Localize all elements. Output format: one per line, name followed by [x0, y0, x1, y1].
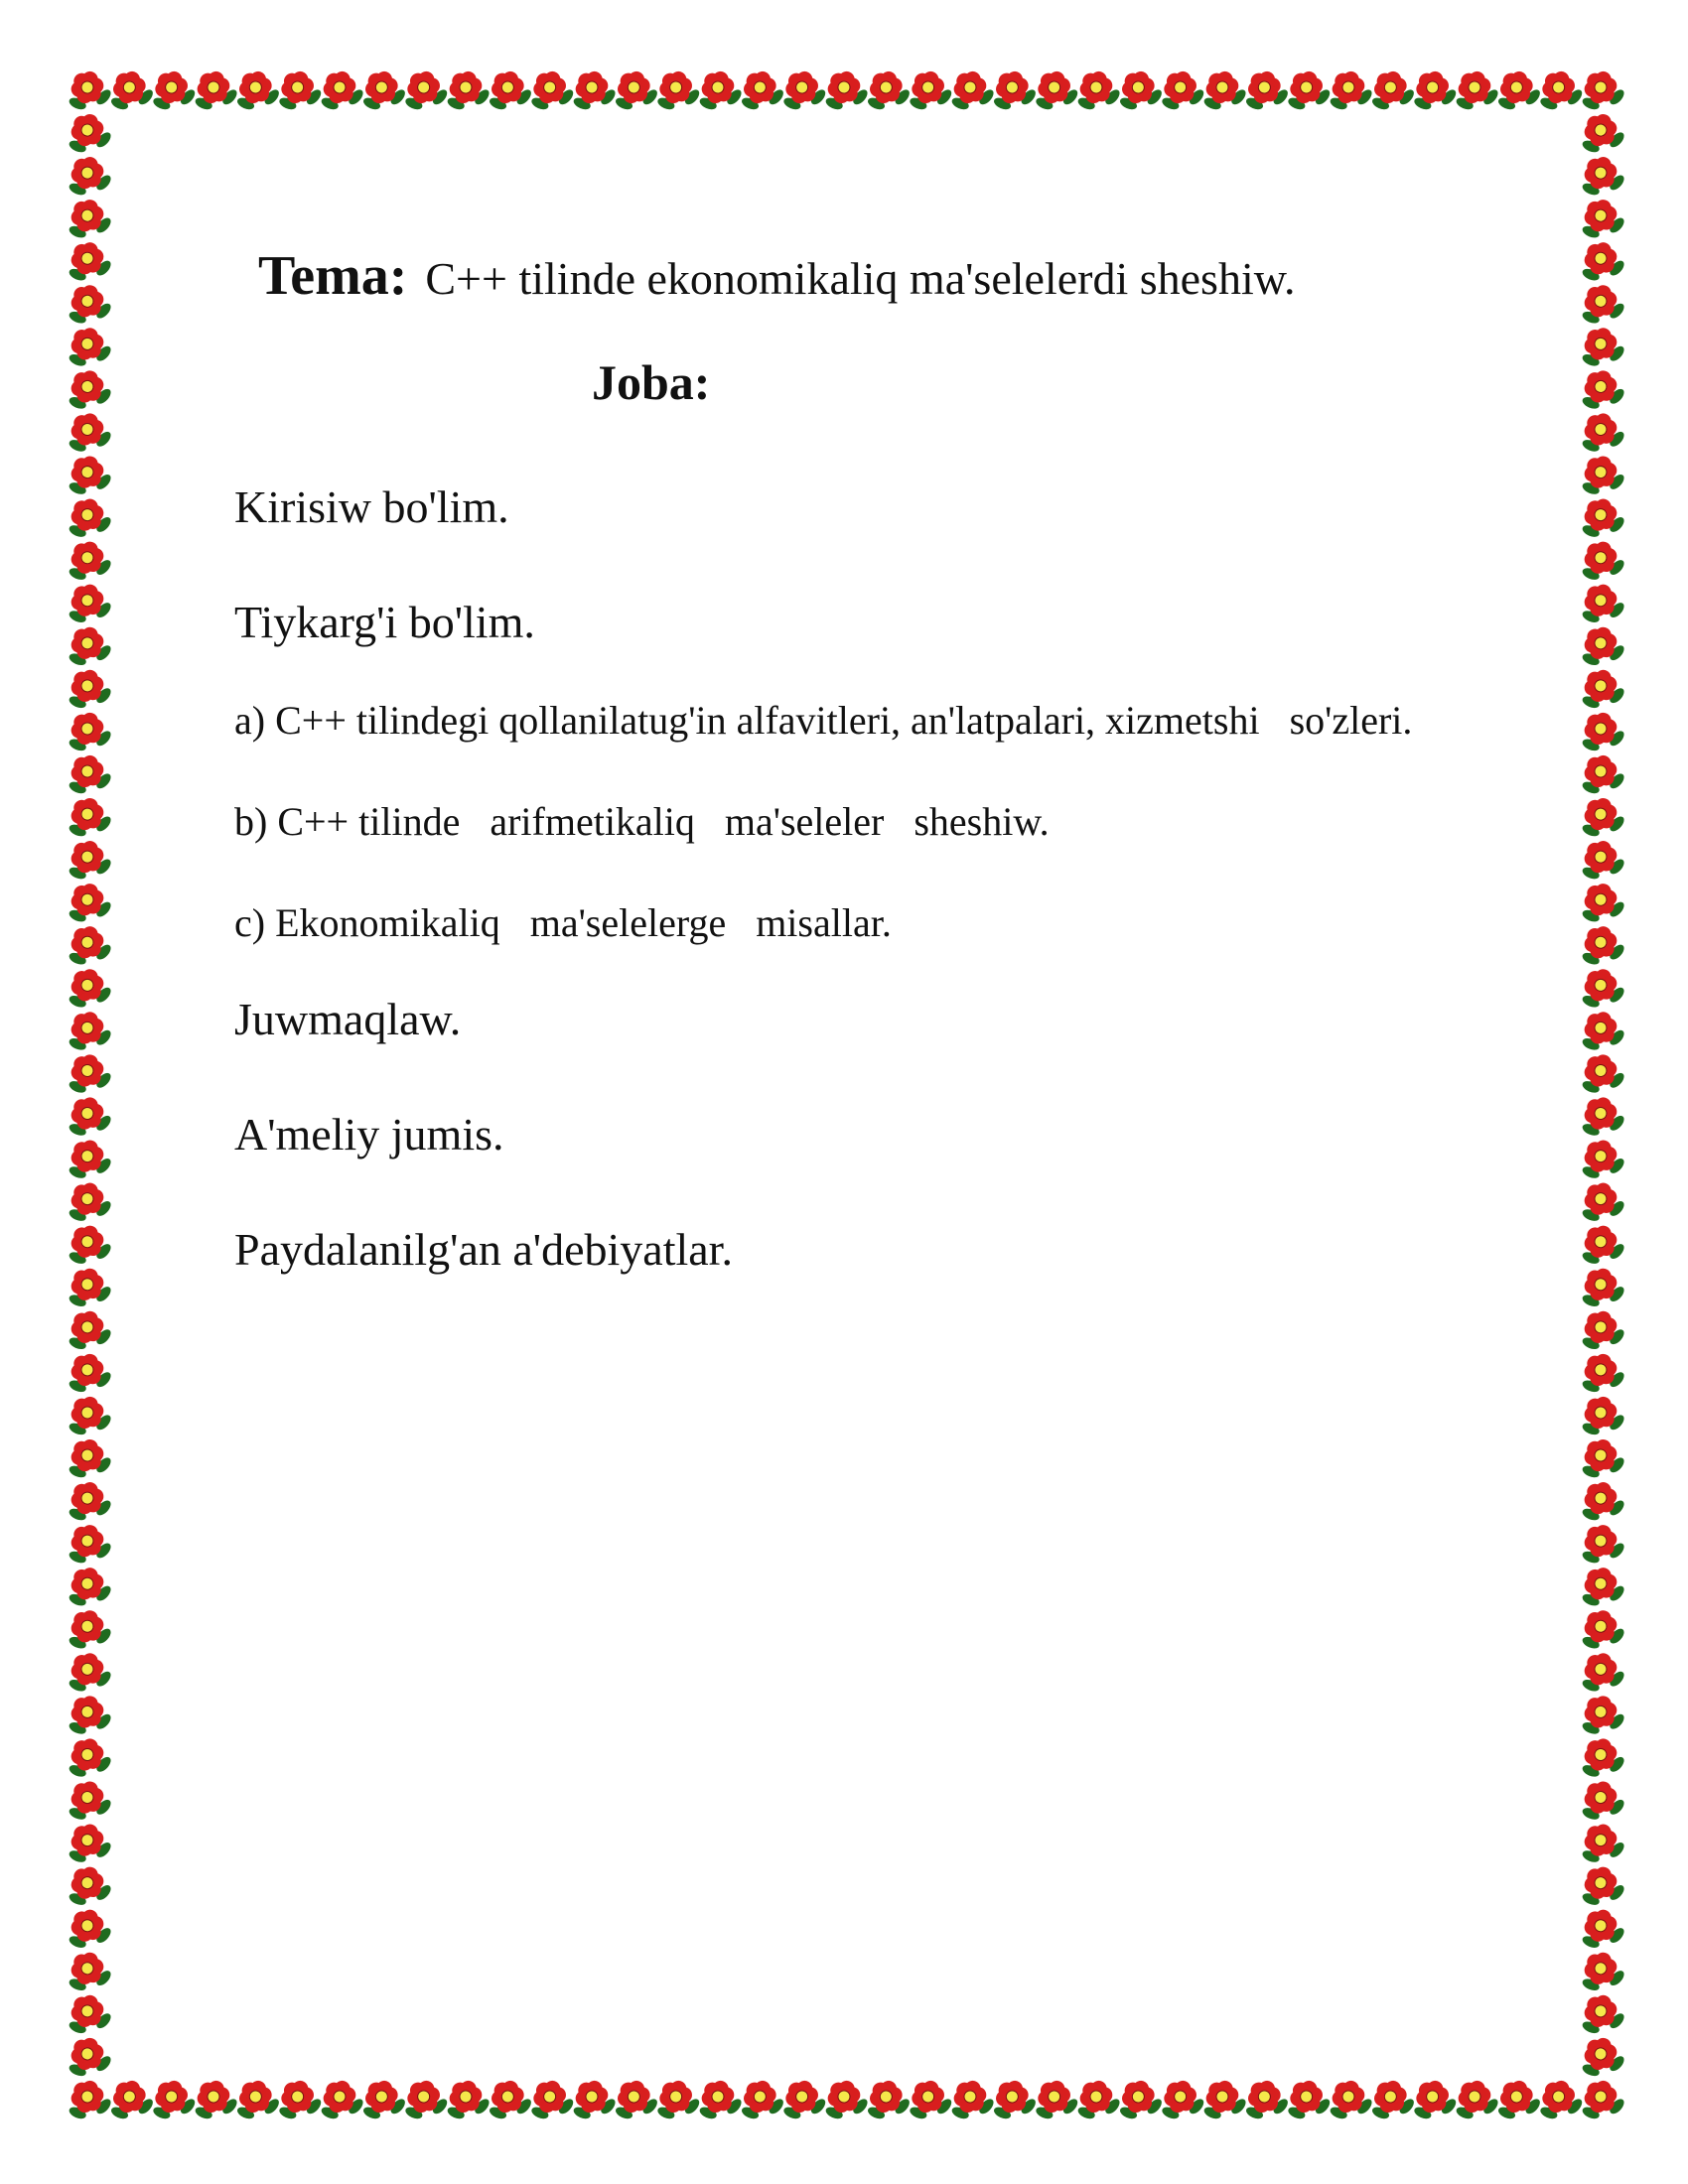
red-flower-icon — [1029, 68, 1082, 115]
red-flower-icon — [103, 68, 157, 115]
red-flower-icon — [62, 1393, 115, 1440]
red-flower-icon — [440, 68, 493, 115]
red-flower-icon — [229, 68, 283, 115]
red-flower-icon — [1407, 68, 1461, 115]
red-flower-icon — [1575, 2034, 1628, 2082]
red-flower-icon — [1112, 2077, 1166, 2124]
red-flower-icon — [62, 324, 115, 371]
red-flower-icon — [62, 1435, 115, 1483]
red-flower-icon — [1575, 196, 1628, 243]
red-flower-icon — [1575, 709, 1628, 756]
red-flower-icon — [1196, 2077, 1250, 2124]
red-flower-icon — [608, 68, 661, 115]
red-flower-icon — [776, 68, 830, 115]
red-flower-icon — [1575, 153, 1628, 201]
red-flower-icon — [1575, 1222, 1628, 1270]
red-flower-icon — [734, 2077, 787, 2124]
red-flower-icon — [1070, 2077, 1124, 2124]
red-flower-icon — [62, 2034, 115, 2082]
red-flower-icon — [1575, 751, 1628, 799]
red-flower-icon — [272, 68, 326, 115]
plan-item: Juwmaqlaw. — [234, 994, 462, 1044]
red-flower-icon — [1490, 2077, 1544, 2124]
red-flower-icon — [1533, 2077, 1587, 2124]
red-flower-icon — [62, 196, 115, 243]
red-flower-icon — [62, 68, 115, 115]
red-flower-icon — [62, 1606, 115, 1654]
red-flower-icon — [314, 68, 367, 115]
red-flower-icon — [482, 2077, 535, 2124]
plan-subitem: b) C++ tilinde arifmetikaliq ma'seleler sheshiw. — [234, 799, 1050, 844]
red-flower-icon — [1155, 68, 1208, 115]
red-flower-icon — [482, 68, 535, 115]
red-flower-icon — [314, 2077, 367, 2124]
red-flower-icon — [1575, 1265, 1628, 1312]
red-flower-icon — [903, 68, 956, 115]
red-flower-icon — [103, 2077, 157, 2124]
red-flower-icon — [62, 495, 115, 543]
red-flower-icon — [398, 68, 452, 115]
red-flower-icon — [1575, 68, 1628, 115]
red-flower-icon — [1323, 2077, 1376, 2124]
red-flower-icon — [1575, 794, 1628, 842]
red-flower-icon — [1575, 1649, 1628, 1697]
red-flower-icon — [62, 1179, 115, 1227]
red-flower-icon — [1575, 1734, 1628, 1782]
red-flower-icon — [62, 110, 115, 158]
red-flower-icon — [1575, 1606, 1628, 1654]
red-flower-icon — [62, 880, 115, 927]
red-flower-icon — [1575, 581, 1628, 628]
title-line — [234, 226, 1295, 326]
red-flower-icon — [62, 153, 115, 201]
red-flower-icon — [1575, 1093, 1628, 1141]
red-flower-icon — [62, 1649, 115, 1697]
plan-item: Paydalanilg'an a'debiyatlar. — [234, 1224, 733, 1275]
red-flower-icon — [1575, 366, 1628, 414]
red-flower-icon — [1575, 922, 1628, 970]
red-flower-icon — [1575, 880, 1628, 927]
red-flower-icon — [62, 1734, 115, 1782]
red-flower-icon — [1575, 1350, 1628, 1398]
red-flower-icon — [62, 666, 115, 714]
red-flower-icon — [62, 409, 115, 457]
red-flower-icon — [146, 2077, 200, 2124]
red-flower-icon — [62, 623, 115, 671]
red-flower-icon — [1575, 1521, 1628, 1569]
red-flower-icon — [62, 281, 115, 329]
red-flower-icon — [272, 2077, 326, 2124]
red-flower-icon — [860, 2077, 914, 2124]
red-flower-icon — [650, 2077, 704, 2124]
red-flower-icon — [1575, 1821, 1628, 1868]
red-flower-icon — [62, 238, 115, 286]
plan-heading: Joba: — [592, 354, 711, 410]
red-flower-icon — [62, 794, 115, 842]
red-flower-icon — [62, 1692, 115, 1739]
red-flower-icon — [62, 1521, 115, 1569]
red-flower-icon — [903, 2077, 956, 2124]
red-flower-icon — [1575, 238, 1628, 286]
red-flower-icon — [62, 1265, 115, 1312]
red-flower-icon — [1575, 110, 1628, 158]
red-flower-icon — [566, 68, 620, 115]
red-flower-icon — [229, 2077, 283, 2124]
red-flower-icon — [944, 2077, 998, 2124]
red-flower-icon — [1575, 1050, 1628, 1098]
red-flower-icon — [1575, 1863, 1628, 1911]
red-flower-icon — [524, 68, 578, 115]
red-flower-icon — [1112, 68, 1166, 115]
red-flower-icon — [1575, 965, 1628, 1013]
red-flower-icon — [62, 1008, 115, 1055]
red-flower-icon — [1196, 68, 1250, 115]
red-flower-icon — [986, 68, 1040, 115]
red-flower-icon — [1407, 2077, 1461, 2124]
red-flower-icon — [1155, 2077, 1208, 2124]
red-flower-icon — [1364, 2077, 1418, 2124]
red-flower-icon — [62, 751, 115, 799]
red-flower-icon — [62, 837, 115, 885]
red-flower-icon — [62, 1991, 115, 2039]
red-flower-icon — [62, 581, 115, 628]
red-flower-icon — [1575, 837, 1628, 885]
red-flower-icon — [1238, 68, 1292, 115]
red-flower-icon — [566, 2077, 620, 2124]
red-flower-icon — [62, 1137, 115, 1184]
red-flower-icon — [62, 1906, 115, 1954]
red-flower-icon — [188, 68, 241, 115]
red-flower-icon — [62, 2077, 115, 2124]
red-flower-icon — [986, 2077, 1040, 2124]
red-flower-icon — [440, 2077, 493, 2124]
red-flower-icon — [1575, 1179, 1628, 1227]
red-flower-icon — [1575, 453, 1628, 500]
red-flower-icon — [1449, 2077, 1502, 2124]
red-flower-icon — [62, 1350, 115, 1398]
red-flower-icon — [1281, 68, 1335, 115]
red-flower-icon — [860, 68, 914, 115]
red-flower-icon — [608, 2077, 661, 2124]
red-flower-icon — [776, 2077, 830, 2124]
red-flower-icon — [62, 709, 115, 756]
red-flower-icon — [62, 965, 115, 1013]
plan-item: Tiykarg'i bo'lim. — [234, 597, 535, 647]
red-flower-icon — [355, 68, 409, 115]
red-flower-icon — [1364, 68, 1418, 115]
red-flower-icon — [188, 2077, 241, 2124]
red-flower-icon — [1575, 623, 1628, 671]
red-flower-icon — [818, 68, 872, 115]
red-flower-icon — [1575, 538, 1628, 586]
red-flower-icon — [1029, 2077, 1082, 2124]
red-flower-icon — [398, 2077, 452, 2124]
red-flower-icon — [650, 68, 704, 115]
red-flower-icon — [62, 366, 115, 414]
red-flower-icon — [1575, 1008, 1628, 1055]
red-flower-icon — [355, 2077, 409, 2124]
red-flower-icon — [62, 1777, 115, 1825]
red-flower-icon — [1575, 1478, 1628, 1526]
red-flower-icon — [1533, 68, 1587, 115]
red-flower-icon — [692, 68, 746, 115]
red-flower-icon — [62, 1949, 115, 1996]
red-flower-icon — [62, 1478, 115, 1526]
red-flower-icon — [1575, 1307, 1628, 1355]
red-flower-icon — [62, 1821, 115, 1868]
red-flower-icon — [1323, 68, 1376, 115]
red-flower-icon — [62, 1093, 115, 1141]
red-flower-icon — [944, 68, 998, 115]
red-flower-icon — [1575, 1435, 1628, 1483]
red-flower-icon — [1575, 409, 1628, 457]
red-flower-icon — [62, 538, 115, 586]
red-flower-icon — [734, 68, 787, 115]
red-flower-icon — [62, 1564, 115, 1611]
red-flower-icon — [1575, 1692, 1628, 1739]
red-flower-icon — [1575, 666, 1628, 714]
red-flower-icon — [818, 2077, 872, 2124]
red-flower-icon — [1575, 1949, 1628, 1996]
red-flower-icon — [62, 453, 115, 500]
title-text: C++ tilinde ekonomikaliq ma'selelerdi sheshiw. — [425, 253, 1296, 304]
red-flower-icon — [1575, 324, 1628, 371]
red-flower-icon — [62, 922, 115, 970]
red-flower-icon — [62, 1222, 115, 1270]
red-flower-icon — [1281, 2077, 1335, 2124]
red-flower-icon — [524, 2077, 578, 2124]
red-flower-icon — [1575, 281, 1628, 329]
red-flower-icon — [1575, 1393, 1628, 1440]
red-flower-icon — [1490, 68, 1544, 115]
red-flower-icon — [1070, 68, 1124, 115]
red-flower-icon — [1238, 2077, 1292, 2124]
red-flower-icon — [1575, 1137, 1628, 1184]
red-flower-icon — [1449, 68, 1502, 115]
red-flower-icon — [1575, 1564, 1628, 1611]
red-flower-icon — [62, 1050, 115, 1098]
plan-item: Kirisiw bo'lim. — [234, 481, 509, 532]
title-label: Tema: — [258, 245, 408, 307]
red-flower-icon — [62, 1307, 115, 1355]
red-flower-icon — [1575, 2077, 1628, 2124]
red-flower-icon — [1575, 1906, 1628, 1954]
red-flower-icon — [1575, 1991, 1628, 2039]
red-flower-icon — [146, 68, 200, 115]
plan-subitem: c) Ekonomikaliq ma'selelerge misallar. — [234, 900, 892, 945]
red-flower-icon — [692, 2077, 746, 2124]
plan-item: A'meliy jumis. — [234, 1109, 504, 1160]
red-flower-icon — [1575, 1777, 1628, 1825]
red-flower-icon — [1575, 495, 1628, 543]
plan-subitem: a) C++ tilindegi qollanilatug'in alfavitleri, an'latpalari, xizmetshi so'zleri. — [234, 698, 1413, 743]
red-flower-icon — [62, 1863, 115, 1911]
